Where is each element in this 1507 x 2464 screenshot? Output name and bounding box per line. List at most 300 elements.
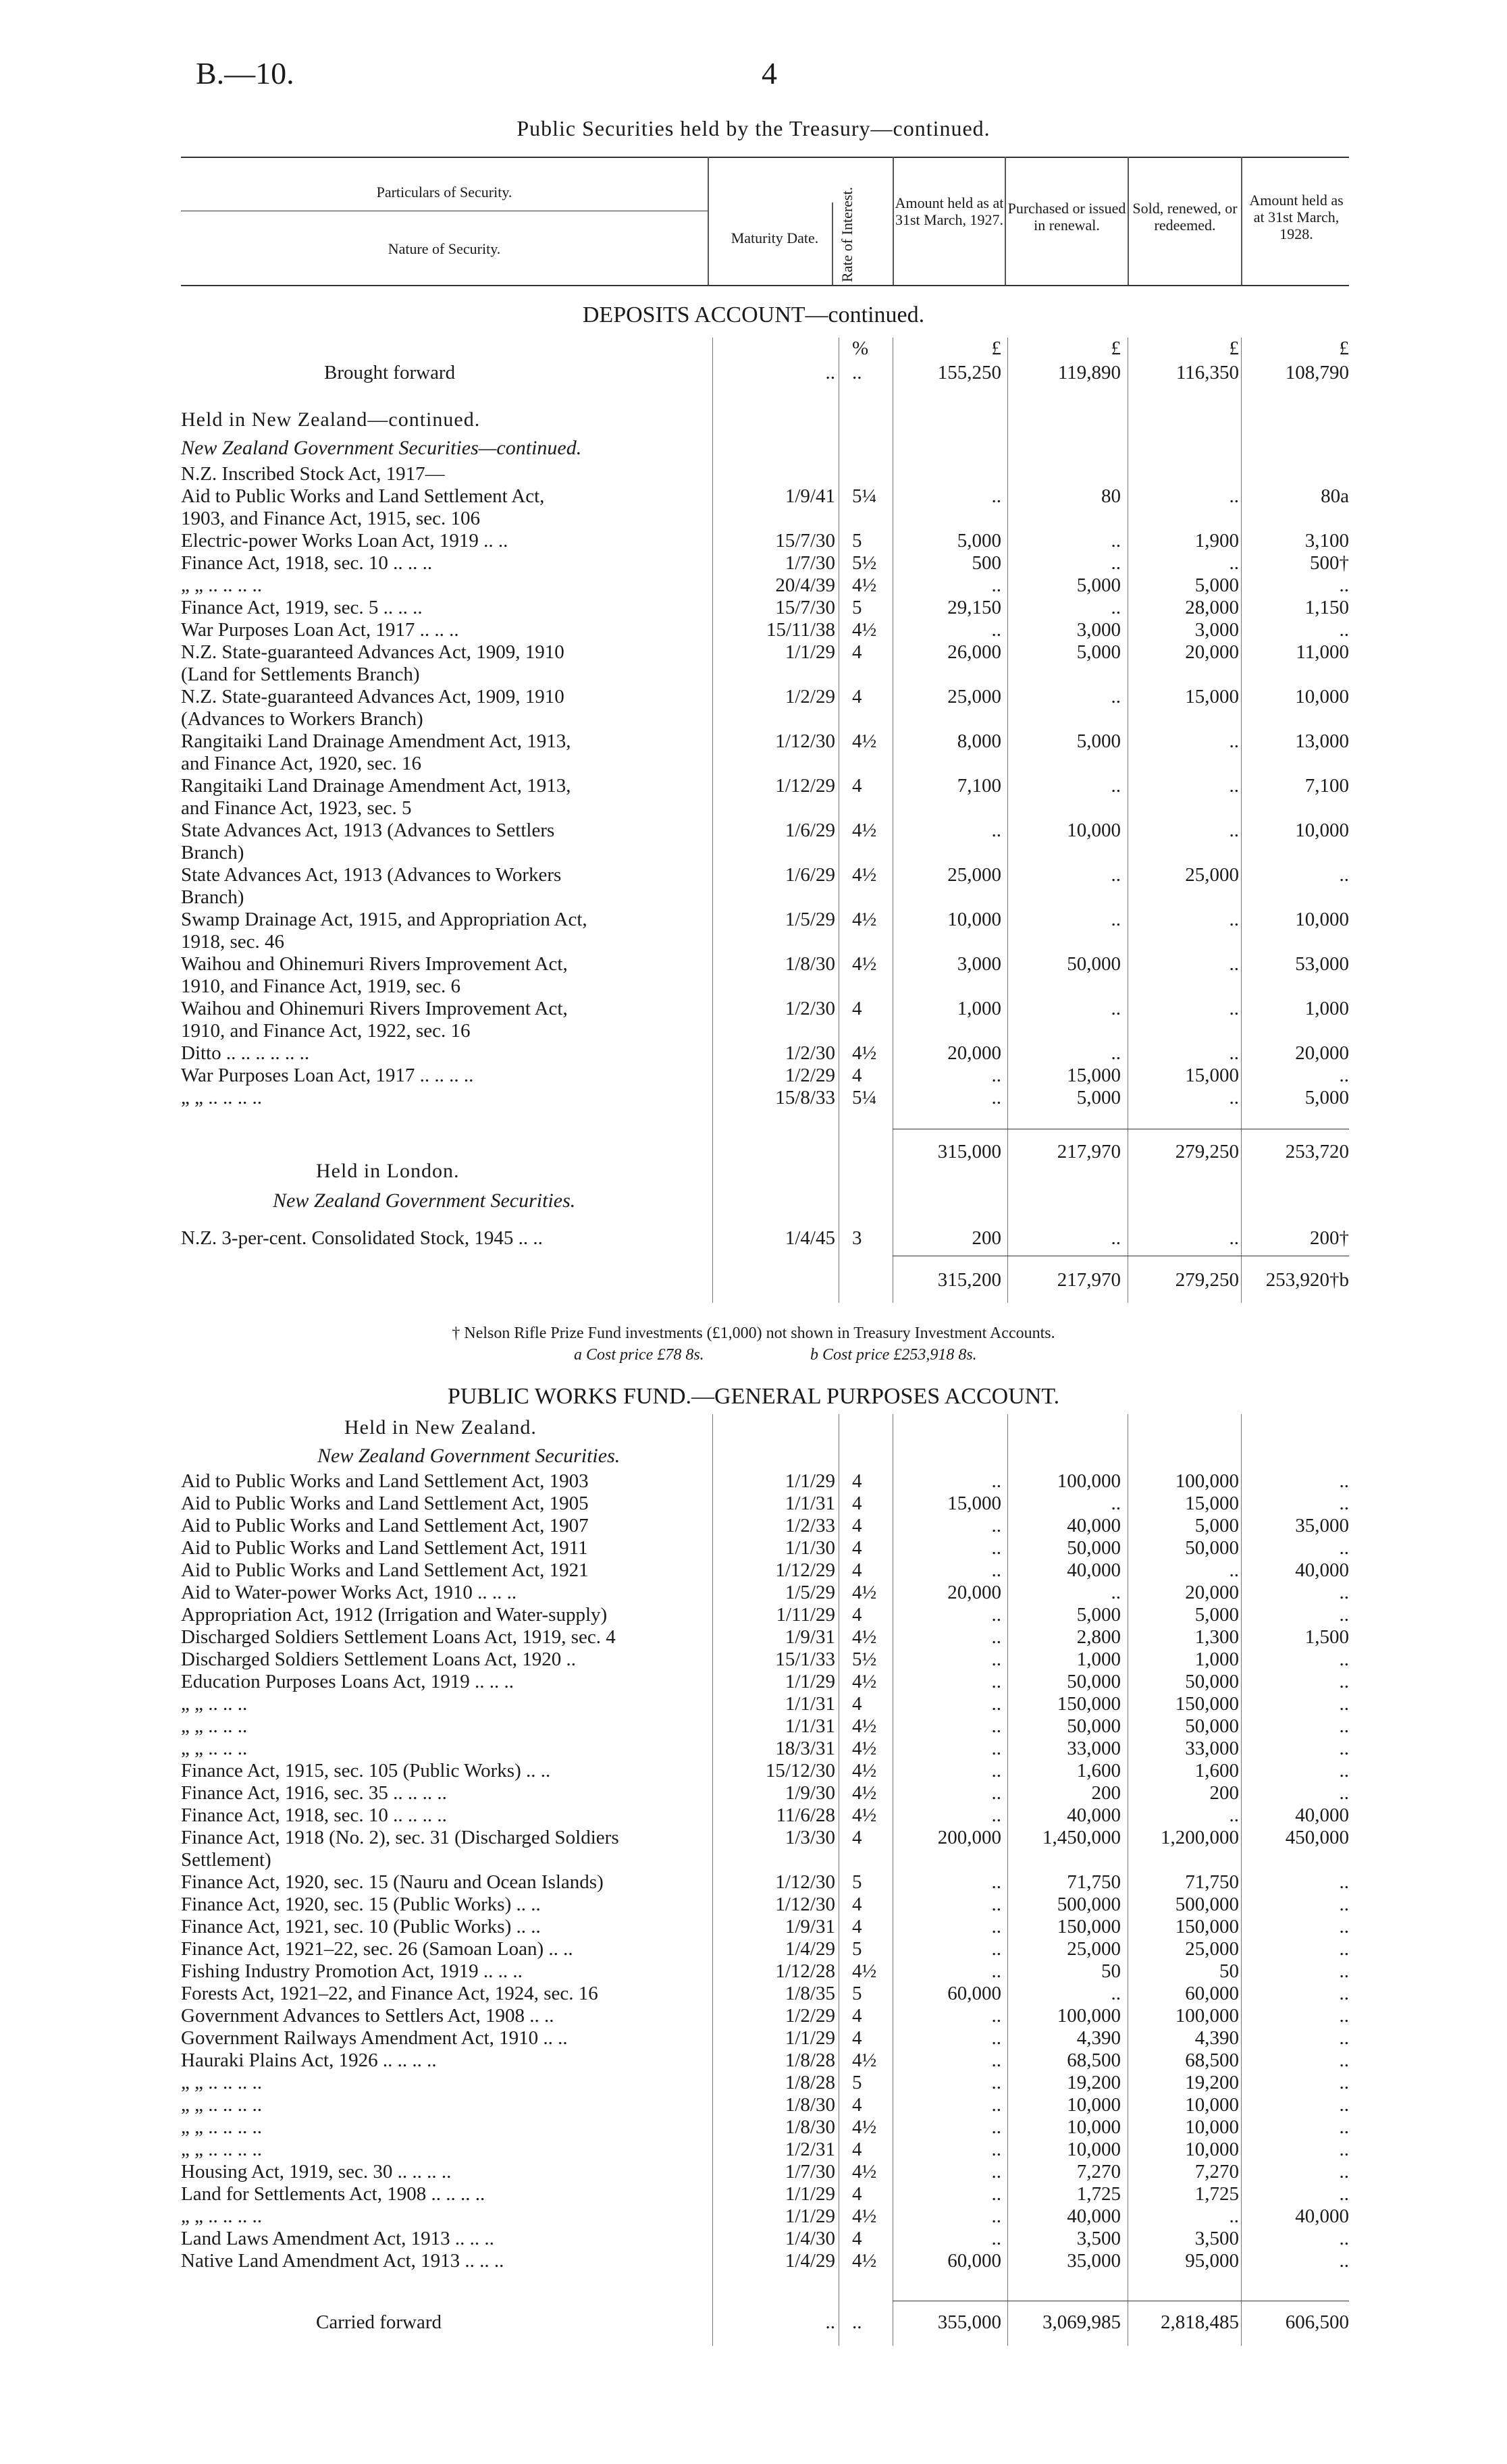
cell-name: „ „ .. .. ..: [181, 1738, 248, 1759]
cell-purchased: 50,000: [1067, 1671, 1121, 1692]
cell-maturity: 1/8/30: [785, 953, 835, 975]
cell-name: Aid to Water-power Works Act, 1910 .. .. ..: [181, 1582, 517, 1603]
cell-name: Aid to Public Works and Land Settlement Act, 1903: [181, 1470, 589, 1492]
cell-rate: 4½: [852, 864, 877, 886]
cell-held-start: ..: [991, 1760, 1001, 1782]
cell-purchased: 68,500: [1067, 2050, 1121, 2071]
cell-rate: 4: [852, 1515, 862, 1536]
cell-held-end: ..: [1339, 864, 1349, 886]
cell-name: 1918, sec. 46: [181, 931, 285, 953]
cell-held-start: ..: [991, 2228, 1001, 2249]
cell-held-start: 3,000: [957, 953, 1001, 975]
cell-name: (Land for Settlements Branch): [181, 664, 420, 685]
table-row: [0, 975, 1507, 998]
cell-rate: 4: [852, 1493, 862, 1514]
cell-name: Finance Act, 1921–22, sec. 26 (Samoan Loan) .. ..: [181, 1938, 573, 1960]
cell-name: Settlement): [181, 1849, 271, 1871]
cell-rate: 4½: [852, 1671, 877, 1692]
table-row: [0, 1782, 1507, 1804]
cell-held-start: ..: [991, 2139, 1001, 2160]
cell-maturity: 1/5/29: [785, 909, 835, 930]
cell-sold: ..: [1229, 998, 1239, 1019]
cell-held-start: ..: [991, 2183, 1001, 2205]
table-row: [0, 1582, 1507, 1604]
cell-name: Waihou and Ohinemuri Rivers Improvement Act,: [181, 953, 568, 975]
cell-held-end: ..: [1339, 1738, 1349, 1759]
table-row: [0, 820, 1507, 842]
cell-sold: 28,000: [1185, 597, 1239, 618]
table-row: [0, 2027, 1507, 2050]
cell-sold: 50,000: [1185, 1537, 1239, 1559]
table-row: [0, 1065, 1507, 1087]
brought-forward-row: Brought forward .. .. 155,250 119,890 116,350 108,790: [324, 362, 1349, 383]
cell-held-end: ..: [1339, 574, 1349, 596]
cell-purchased: ..: [1111, 998, 1121, 1019]
cell-held-start: ..: [991, 2050, 1001, 2071]
cell-rate: 4½: [852, 2250, 877, 2272]
cell-maturity: 1/5/29: [785, 1582, 835, 1603]
cell-rate: 5: [852, 1871, 862, 1893]
cell-purchased: 10,000: [1067, 2116, 1121, 2138]
cell-purchased: ..: [1111, 686, 1121, 707]
cell-rate: 4: [852, 2183, 862, 2205]
cell-rate: 4: [852, 1827, 862, 1848]
cell-held-end: 1,000: [1304, 998, 1349, 1019]
cell-held-end: ..: [1339, 1782, 1349, 1804]
cell-held-end: ..: [1339, 1065, 1349, 1086]
table-row: [0, 664, 1507, 686]
cell-rate: 4½: [852, 1715, 877, 1737]
table-row: [0, 797, 1507, 820]
cell-sold: ..: [1229, 775, 1239, 797]
cell-sold: 200: [1209, 1782, 1239, 1804]
cell-maturity: 1/6/29: [785, 864, 835, 886]
cell-name: Housing Act, 1919, sec. 30 .. .. .. ..: [181, 2161, 452, 2182]
cell-sold: 1,600: [1194, 1760, 1239, 1782]
cell-held-end: 450,000: [1285, 1827, 1349, 1848]
cell-maturity: 1/2/33: [785, 1515, 835, 1536]
cell-sold: 5,000: [1194, 1515, 1239, 1536]
cell-rate: 5: [852, 1938, 862, 1960]
cell-held-start: ..: [991, 2072, 1001, 2093]
cell-maturity: 1/8/28: [785, 2050, 835, 2071]
cell-held-start: ..: [991, 1738, 1001, 1759]
rate-header: Rate of Interest.: [839, 186, 855, 282]
cell-name: „ „ .. .. .. ..: [181, 2094, 262, 2116]
cell-held-end: ..: [1339, 1604, 1349, 1626]
cell-held-start: ..: [991, 485, 1001, 507]
table-row: [0, 886, 1507, 909]
cell-sold: 10,000: [1185, 2094, 1239, 2116]
cell-held-end: ..: [1339, 1983, 1349, 2004]
cell-purchased: ..: [1111, 530, 1121, 552]
cell-name: 1903, and Finance Act, 1915, sec. 106: [181, 508, 480, 529]
cell-maturity: 15/7/30: [775, 597, 835, 618]
particulars-header: Particulars of Security.: [376, 184, 512, 200]
cell-sold: 100,000: [1175, 1470, 1239, 1492]
cell-purchased: 3,500: [1076, 2228, 1121, 2249]
cell-held-start: ..: [991, 2205, 1001, 2227]
cell-rate: 5: [852, 2072, 862, 2093]
table-row: [0, 1916, 1507, 1938]
table-row: [0, 2005, 1507, 2027]
cell-held-end: 80a: [1321, 485, 1349, 507]
cell-purchased: 10,000: [1067, 820, 1121, 841]
table-row: [0, 1020, 1507, 1042]
deposits-heading: DEPOSITS ACCOUNT—continued.: [582, 302, 925, 327]
table-row: [0, 1042, 1507, 1065]
cell-sold: 3,000: [1194, 619, 1239, 641]
cell-held-start: 29,150: [947, 597, 1001, 618]
cell-name: Education Purposes Loans Act, 1919 .. .. ..: [181, 1671, 514, 1692]
held-in-london-heading: Held in London.: [316, 1160, 460, 1182]
cell-held-end: 13,000: [1295, 730, 1349, 752]
cell-held-end: 1,500: [1304, 1626, 1349, 1648]
cell-rate: 4: [852, 641, 862, 663]
maturity-header: Maturity Date.: [731, 230, 819, 246]
table-row: [0, 864, 1507, 886]
cell-sold: ..: [1229, 1559, 1239, 1581]
table-row: [0, 1871, 1507, 1894]
table-row: [0, 998, 1507, 1020]
cell-maturity: 1/1/29: [785, 1671, 835, 1692]
cell-rate: 4: [852, 775, 862, 797]
cell-maturity: 15/11/38: [766, 619, 835, 641]
cell-maturity: 18/3/31: [775, 1738, 835, 1759]
cell-sold: 1,300: [1194, 1626, 1239, 1648]
cell-held-end: 20,000: [1295, 1042, 1349, 1064]
cell-sold: 100,000: [1175, 2005, 1239, 2027]
cell-purchased: 100,000: [1057, 2005, 1121, 2027]
cell-name: „ „ .. .. .. ..: [181, 1087, 262, 1108]
cell-rate: 4: [852, 1065, 862, 1086]
cell-rate: 4: [852, 998, 862, 1019]
cell-name: Land for Settlements Act, 1908 .. .. .. ..: [181, 2183, 485, 2205]
table-row: [0, 686, 1507, 708]
cell-rate: 4: [852, 2027, 862, 2049]
cell-held-end: ..: [1339, 1470, 1349, 1492]
table-row: [0, 2072, 1507, 2094]
cell-held-end: ..: [1339, 1916, 1349, 1937]
cell-held-end: ..: [1339, 1894, 1349, 1915]
table-row: [0, 1960, 1507, 1983]
cell-rate: 4½: [852, 953, 877, 975]
cell-name: Finance Act, 1921, sec. 10 (Public Works) .. ..: [181, 1916, 541, 1937]
cell-name: Finance Act, 1920, sec. 15 (Public Works) .. ..: [181, 1894, 541, 1915]
cell-maturity: 1/12/28: [775, 1960, 835, 1982]
table-row: [0, 1804, 1507, 1827]
table-row: [0, 1760, 1507, 1782]
cell-rate: 5½: [852, 1649, 877, 1670]
cell-maturity: 1/4/29: [785, 2250, 835, 2272]
cell-name: Aid to Public Works and Land Settlement Act, 1907: [181, 1515, 589, 1536]
cell-purchased: 71,750: [1067, 1871, 1121, 1893]
cell-held-end: 10,000: [1295, 686, 1349, 707]
cell-purchased: 25,000: [1067, 1938, 1121, 1960]
nz-securities-subheading: New Zealand Government Securities—continued.: [181, 437, 582, 459]
cell-purchased: 1,450,000: [1042, 1827, 1121, 1848]
cell-sold: 33,000: [1185, 1738, 1239, 1759]
cell-purchased: ..: [1111, 1493, 1121, 1514]
cell-held-start: 25,000: [947, 864, 1001, 886]
cell-purchased: 1,000: [1076, 1649, 1121, 1670]
cell-sold: 50,000: [1185, 1715, 1239, 1737]
cell-name: 1910, and Finance Act, 1919, sec. 6: [181, 975, 460, 997]
cell-name: Finance Act, 1915, sec. 105 (Public Works) .. ..: [181, 1760, 551, 1782]
cell-name: Aid to Public Works and Land Settlement Act, 1921: [181, 1559, 589, 1581]
cell-held-start: 20,000: [947, 1582, 1001, 1603]
cell-purchased: 5,000: [1076, 574, 1121, 596]
table-row: [0, 1849, 1507, 1871]
cell-sold: 15,000: [1185, 686, 1239, 707]
cell-sold: ..: [1229, 552, 1239, 574]
cell-sold: 60,000: [1185, 1983, 1239, 2004]
cell-held-start: ..: [991, 2094, 1001, 2116]
cell-maturity: 1/9/30: [785, 1782, 835, 1804]
cell-sold: 50,000: [1185, 1671, 1239, 1692]
cell-rate: 4: [852, 1559, 862, 1581]
cell-purchased: 35,000: [1067, 2250, 1121, 2272]
cell-sold: 1,000: [1194, 1649, 1239, 1670]
cell-sold: 150,000: [1175, 1916, 1239, 1937]
cell-held-start: 1,000: [957, 998, 1001, 1019]
cell-held-start: 60,000: [947, 2250, 1001, 2272]
table-row: [0, 508, 1507, 530]
cell-purchased: 15,000: [1067, 1065, 1121, 1086]
cell-held-start: 8,000: [957, 730, 1001, 752]
cell-rate: 4: [852, 1916, 862, 1937]
page-number: 4: [762, 56, 777, 90]
document-code: B.—10.: [196, 56, 294, 90]
cell-maturity: 20/4/39: [775, 574, 835, 596]
pw-nz-securities-subheading: New Zealand Government Securities.: [317, 1445, 620, 1467]
table-row: [0, 2228, 1507, 2250]
cell-maturity: 1/2/29: [785, 1065, 835, 1086]
cell-purchased: 3,000: [1076, 619, 1121, 641]
cell-rate: 4½: [852, 730, 877, 752]
cell-held-start: 7,100: [957, 775, 1001, 797]
cell-maturity: 1/1/31: [785, 1693, 835, 1715]
cell-rate: 4½: [852, 1760, 877, 1782]
cell-purchased: 33,000: [1067, 1738, 1121, 1759]
cell-held-end: ..: [1339, 1493, 1349, 1514]
cell-name: Government Railways Amendment Act, 1910 .. ..: [181, 2027, 568, 2049]
cell-held-start: ..: [991, 619, 1001, 641]
cell-maturity: 1/2/29: [785, 686, 835, 707]
purchased-header: Purchased or issued in renewal.: [1007, 200, 1126, 234]
cell-maturity: 1/9/31: [785, 1626, 835, 1648]
cell-purchased: 5,000: [1076, 641, 1121, 663]
cell-maturity: 1/7/30: [785, 2161, 835, 2182]
cell-maturity: 1/8/35: [785, 1983, 835, 2004]
cell-purchased: ..: [1111, 1042, 1121, 1064]
cell-maturity: 1/12/30: [775, 730, 835, 752]
cell-maturity: 1/1/29: [785, 2205, 835, 2227]
cell-held-end: 40,000: [1295, 2205, 1349, 2227]
units-row: % £ £ £ £: [852, 338, 1349, 359]
table-row: [0, 2250, 1507, 2272]
cell-name: Forests Act, 1921–22, and Finance Act, 1924, sec. 16: [181, 1983, 598, 2004]
cell-purchased: 50,000: [1067, 1537, 1121, 1559]
cell-name: War Purposes Loan Act, 1917 .. .. ..: [181, 619, 459, 641]
deposits-subtotal-row: 315,000 217,970 279,250 253,720: [937, 1141, 1349, 1162]
table-row: [0, 909, 1507, 931]
table-row: [0, 1693, 1507, 1715]
cell-maturity: 1/3/30: [785, 1827, 835, 1848]
cell-purchased: 5,000: [1076, 1087, 1121, 1108]
cell-held-end: ..: [1339, 2161, 1349, 2182]
cell-rate: 5¼: [852, 1087, 877, 1108]
cell-sold: 20,000: [1185, 641, 1239, 663]
cell-sold: ..: [1229, 1042, 1239, 1064]
cell-sold: 10,000: [1185, 2116, 1239, 2138]
cell-sold: 15,000: [1185, 1493, 1239, 1514]
cell-rate: 4½: [852, 1960, 877, 1982]
cell-held-start: ..: [991, 1782, 1001, 1804]
table-row: [0, 1715, 1507, 1738]
london-row: N.Z. 3-per-cent. Consolidated Stock, 1945 .. .. 1/4/45 3 200 .. .. 200†: [181, 1227, 1349, 1249]
cell-maturity: 1/1/29: [785, 1470, 835, 1492]
cell-sold: ..: [1229, 730, 1239, 752]
cell-maturity: 1/12/30: [775, 1894, 835, 1915]
cell-name: and Finance Act, 1923, sec. 5: [181, 797, 412, 819]
cell-held-end: 11,000: [1296, 641, 1349, 663]
cell-rate: 4: [852, 2094, 862, 2116]
cell-purchased: 4,390: [1076, 2027, 1121, 2049]
cell-name: „ „ .. .. .. ..: [181, 574, 262, 596]
cell-held-start: 500: [972, 552, 1001, 574]
cell-sold: 19,200: [1185, 2072, 1239, 2093]
cell-name: Rangitaiki Land Drainage Amendment Act, 1913,: [181, 775, 571, 797]
cell-sold: 50: [1219, 1960, 1239, 1982]
nature-header: Nature of Security.: [388, 240, 501, 257]
cell-held-start: ..: [991, 1626, 1001, 1648]
cell-sold: 25,000: [1185, 864, 1239, 886]
cell-held-start: ..: [991, 1916, 1001, 1937]
cell-name: Fishing Industry Promotion Act, 1919 .. .. ..: [181, 1960, 523, 1982]
cell-held-start: ..: [991, 1087, 1001, 1108]
cell-maturity: 1/2/29: [785, 2005, 835, 2027]
cell-purchased: 7,270: [1076, 2161, 1121, 2182]
cell-maturity: 15/12/30: [765, 1760, 835, 1782]
cell-name: „ „ .. .. .. ..: [181, 2139, 262, 2160]
table-row: [0, 1738, 1507, 1760]
cell-maturity: 1/8/30: [785, 2116, 835, 2138]
cell-held-start: ..: [991, 1515, 1001, 1536]
cell-name: N.Z. State-guaranteed Advances Act, 1909, 1910: [181, 686, 564, 707]
cell-name: (Advances to Workers Branch): [181, 708, 423, 730]
cell-rate: 4½: [852, 1738, 877, 1759]
cell-held-end: ..: [1339, 1649, 1349, 1670]
cell-name: Ditto .. .. .. .. .. ..: [181, 1042, 310, 1064]
cell-rate: 4½: [852, 1626, 877, 1648]
cell-purchased: 500,000: [1057, 1894, 1121, 1915]
cell-name: Finance Act, 1918, sec. 10 .. .. ..: [181, 552, 433, 574]
cell-sold: 7,270: [1194, 2161, 1239, 2182]
cell-sold: 68,500: [1185, 2050, 1239, 2071]
cell-held-end: ..: [1339, 1582, 1349, 1603]
cell-held-start: ..: [991, 1470, 1001, 1492]
cell-purchased: ..: [1111, 909, 1121, 930]
cell-sold: ..: [1229, 820, 1239, 841]
table-row: [0, 1087, 1507, 1109]
cell-name: Swamp Drainage Act, 1915, and Appropriation Act,: [181, 909, 587, 930]
table-row: [0, 641, 1507, 664]
table-row: [0, 485, 1507, 508]
cell-purchased: 5,000: [1076, 730, 1121, 752]
cell-held-start: 200,000: [937, 1827, 1001, 1848]
cell-rate: 5: [852, 1983, 862, 2004]
cell-maturity: 11/6/28: [776, 1804, 835, 1826]
cell-name: and Finance Act, 1920, sec. 16: [181, 753, 421, 774]
cell-held-end: ..: [1339, 2250, 1349, 2272]
cell-name: Land Laws Amendment Act, 1913 .. .. ..: [181, 2228, 494, 2249]
cell-sold: 4,390: [1194, 2027, 1239, 2049]
cell-name: „ „ .. .. ..: [181, 1715, 248, 1737]
cell-rate: 4: [852, 2005, 862, 2027]
table-row: [0, 1983, 1507, 2005]
cell-rate: 4: [852, 1470, 862, 1492]
cell-sold: 20,000: [1185, 1582, 1239, 1603]
cell-held-end: 500†: [1310, 552, 1349, 574]
cell-name: Discharged Soldiers Settlement Loans Act, 1919, sec. 4: [181, 1626, 616, 1648]
footnote-b: b Cost price £253,918 8s.: [810, 1346, 977, 1364]
cell-held-start: ..: [991, 1065, 1001, 1086]
cell-rate: 4: [852, 2228, 862, 2249]
cell-purchased: 1,725: [1076, 2183, 1121, 2205]
cell-purchased: 40,000: [1067, 1559, 1121, 1581]
cell-sold: 95,000: [1185, 2250, 1239, 2272]
cell-held-end: ..: [1339, 2228, 1349, 2249]
cell-held-end: 53,000: [1295, 953, 1349, 975]
cell-name: Aid to Public Works and Land Settlement Act, 1911: [181, 1537, 588, 1559]
cell-name: Waihou and Ohinemuri Rivers Improvement Act,: [181, 998, 568, 1019]
table-row: [0, 931, 1507, 953]
cell-maturity: 1/1/29: [785, 2183, 835, 2205]
cell-held-start: ..: [991, 1804, 1001, 1826]
cell-maturity: 1/12/29: [775, 1559, 835, 1581]
cell-maturity: 1/7/30: [785, 552, 835, 574]
cell-held-end: ..: [1339, 2072, 1349, 2093]
table-row: [0, 2161, 1507, 2183]
cell-rate: 5½: [852, 552, 877, 574]
cell-purchased: 80: [1101, 485, 1121, 507]
cell-maturity: 1/8/28: [785, 2072, 835, 2093]
cell-name: „ „ .. .. .. ..: [181, 2072, 262, 2093]
cell-maturity: 1/1/31: [785, 1493, 835, 1514]
cell-held-end: ..: [1339, 2050, 1349, 2071]
cell-maturity: 1/4/30: [785, 2228, 835, 2249]
cell-held-end: 1,150: [1304, 597, 1349, 618]
cell-rate: 4: [852, 1693, 862, 1715]
table-row: [0, 1827, 1507, 1849]
footnote-nelson: † Nelson Rifle Prize Fund investments (£1,000) not shown in Treasury Investment Accounts.: [452, 1324, 1055, 1342]
cell-name: Appropriation Act, 1912 (Irrigation and Water-supply): [181, 1604, 608, 1626]
cell-name: N.Z. State-guaranteed Advances Act, 1909, 1910: [181, 641, 564, 663]
cell-maturity: 1/2/31: [785, 2139, 835, 2160]
cell-rate: 4: [852, 1604, 862, 1626]
held-in-nz-heading: Held in New Zealand—continued.: [181, 408, 481, 431]
table-row: [0, 530, 1507, 552]
cell-rate: 4½: [852, 1042, 877, 1064]
cell-maturity: 1/11/29: [776, 1604, 835, 1626]
sold-header: Sold, renewed, or redeemed.: [1132, 200, 1238, 234]
table-row: [0, 1604, 1507, 1626]
cell-maturity: 1/1/29: [785, 641, 835, 663]
table-row: [0, 619, 1507, 641]
cell-name: Finance Act, 1916, sec. 35 .. .. .. ..: [181, 1782, 447, 1804]
cell-sold: ..: [1229, 953, 1239, 975]
